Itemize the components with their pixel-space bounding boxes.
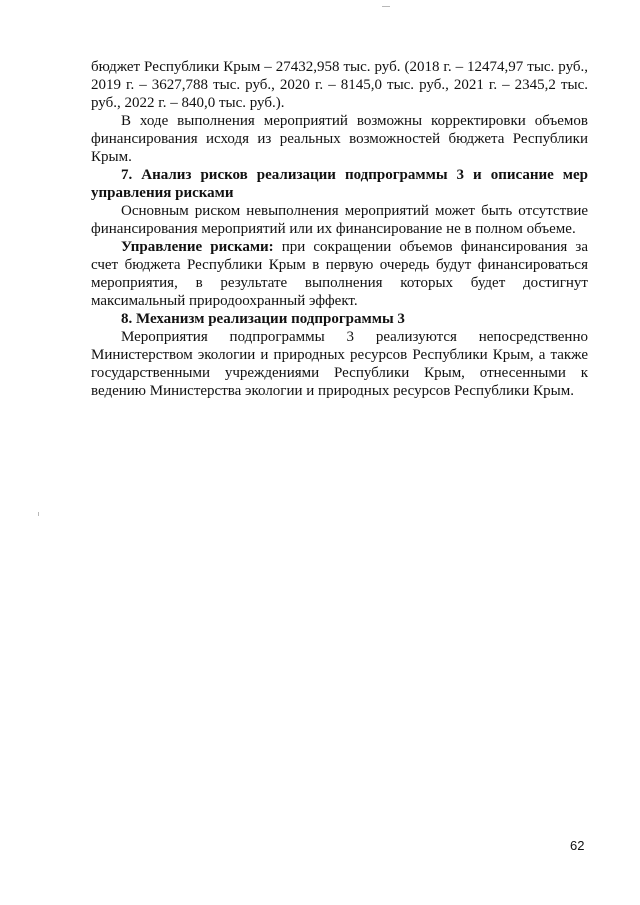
risk-management-label: Управление рисками: (121, 239, 274, 255)
document-page-text (91, 58, 588, 400)
implementation-mechanism-heading: 8. Механизм реализации подпрограммы 3 (121, 311, 405, 327)
risk-management-text: при сокращении объемов финансирования за счет бюджета Республики Крым в первую очередь будут финансироваться мероприятия, в результате выполнения которых будет достигнут максимальный природоохранный эффект. (91, 239, 588, 309)
scan-artifact-top (382, 6, 390, 7)
financing-adjustment-paragraph: В ходе выполнения мероприятий возможны корректировки объемов финансирования исходя из реальных возможностей бюджета Республики Крым. (91, 113, 588, 165)
risk-management-paragraph (91, 238, 588, 310)
main-risk-paragraph: Основным риском невыполнения мероприятий может быть отсутствие финансирования мероприятий или их финансирование не в полном объеме. (91, 203, 588, 237)
scan-artifact-left (38, 512, 39, 516)
budget-paragraph: бюджет Республики Крым – 27432,958 тыс. руб. (2018 г. – 12474,97 тыс. руб., 2019 г. – 3627,788 тыс. руб., 2020 г. – 8145,0 тыс. руб., 2021 г. – 2345,2 тыс. руб., 2022 г. – 840,0 тыс. руб.). (91, 59, 588, 111)
page-number: 62 (570, 838, 585, 853)
implementation-paragraph: Мероприятия подпрограммы 3 реализуются непосредственно Министерством экологии и природных ресурсов Республики Крым, а также государственными учреждениями Республики Крым, отнесенными к ведению Министерства экологии и природных ресурсов Республики Крым. (91, 329, 588, 399)
risk-analysis-heading: 7. Анализ рисков реализации подпрограммы 3 и описание мер управления рисками (91, 167, 588, 201)
